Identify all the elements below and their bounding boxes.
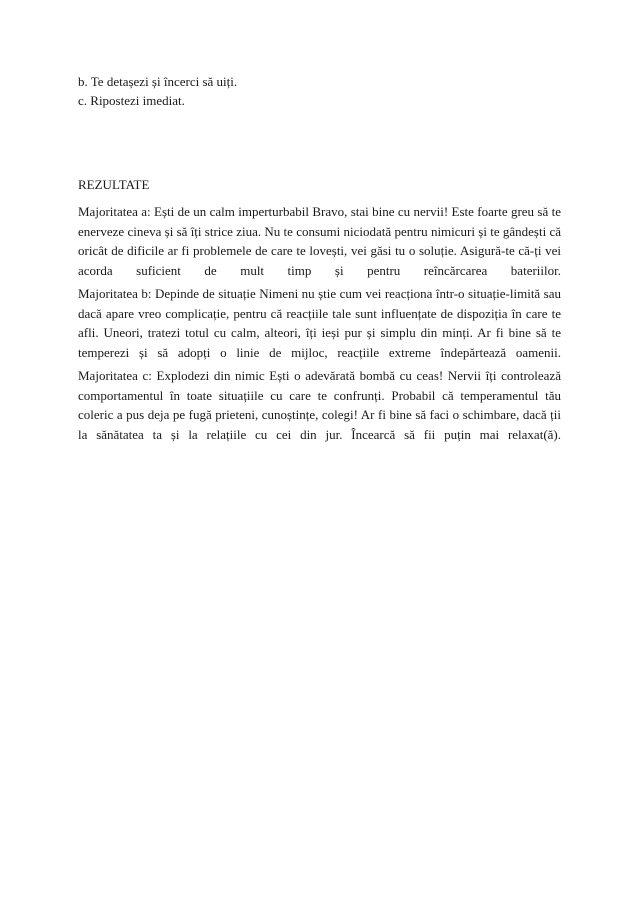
answer-option-b: b. Te detașezi și încerci să uiți. — [78, 74, 238, 89]
result-majority-b: Majoritatea b: Depinde de situație Nimeni nu știe cum vei reacționa într-o situație-limită sau dacă apare vreo complicație, pentru că reacțiile tale sunt influențate de dispoziția în care te afli. Uneori, tratezi totul cu calm, alteori, îți ieși pur și simplu din minți. Ar fi bine să te temperezi și să adopți o linie de mijloc, reacțiile extreme îndepărtează oamenii. — [78, 286, 561, 360]
result-majority-a: Majoritatea a: Ești de un calm imperturbabil Bravo, stai bine cu nervii! Este foarte greu să te enerveze cineva și să îți strice ziua. Nu te consumi niciodată pentru nimicuri și te gândești că oricât de dificile ar fi problemele de care te lovești, vei găsi tu o soluție. Asigură-te că-ți vei acorda suficient de mult timp și pentru reîncărcarea bateriilor. — [78, 204, 561, 278]
results-heading: REZULTATE — [78, 177, 150, 192]
answer-option-c: c. Ripostezi imediat. — [78, 93, 185, 108]
result-majority-c: Majoritatea c: Explodezi din nimic Ești o adevărată bombă cu ceas! Nervii îți controlează comportamentul în toate situațiile cu care te confrunți. Probabil că temperamentul tău coleric a pus deja pe fugă prieteni, cunoștințe, colegi! Ar fi bine să faci o schimbare, dacă ții la sănătatea ta și la relațiile cu cei din jur. Încearcă să fii puțin mai relaxat(ă). — [78, 368, 561, 442]
